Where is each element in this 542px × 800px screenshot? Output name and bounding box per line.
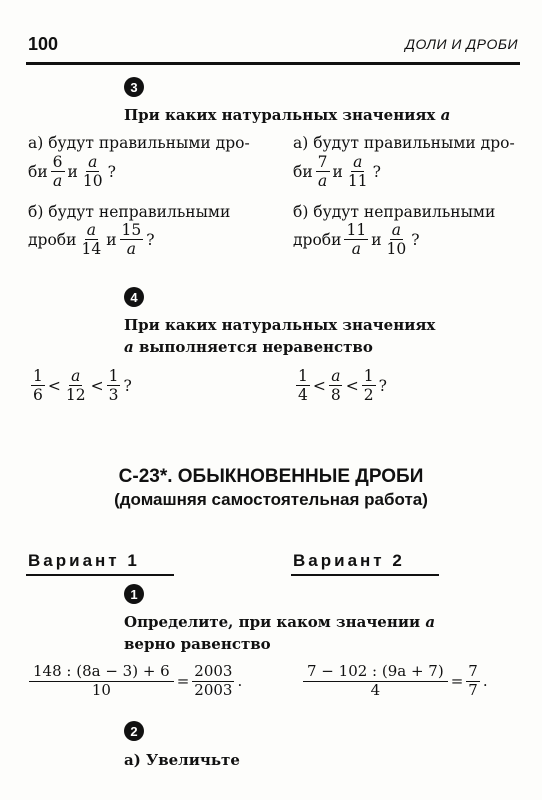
task-1-right-equation: $\frac{7 - 102 : (9a + 7)}{4}$ = $\frac{7}{7}$ . [300,664,488,699]
fraction: $\frac{1}{2}$ [363,367,374,405]
task-3-left-a-line2: би $\frac{6}{a}$ и $\frac{a}{10}$ ? [28,153,116,191]
fraction: $\frac{a}{14}$ [81,221,102,259]
header-rule [26,62,520,65]
fraction: $\frac{1}{3}$ [108,367,119,405]
task-1-question: Определите, при каком значении a верно равенство [124,613,436,653]
task-4-badge: 4 [124,287,144,307]
fraction: $\frac{a}{12}$ [65,367,86,405]
fraction: $\frac{1}{6}$ [33,367,43,405]
task-3-right-a-line1: а) будут правильными дро- [293,134,515,152]
fraction: $\frac{148 : (8a - 3) + 6}{10}$ [29,664,174,699]
fraction: $\frac{7}{a}$ [317,153,328,191]
fraction: $\frac{1}{4}$ [298,367,308,405]
fraction: $\frac{6}{a}$ [52,153,63,191]
task-4-right-inequality: $\frac{1}{4}$ < $\frac{a}{8}$ < $\frac{1}{2}$ ? [298,367,387,405]
fraction: $\frac{11}{a}$ [346,221,367,259]
section-title: С-23*. ОБЫКНОВЕННЫЕ ДРОБИ [118,466,424,487]
fraction: $\frac{2003}{2003}$ [194,662,233,699]
task-3-right-b-line1: б) будут неправильными [293,203,496,221]
fraction: $\frac{15}{a}$ [121,221,142,259]
task-3-right-b-line2: дроби $\frac{11}{a}$ и $\frac{a}{10}$ ? [293,221,420,259]
variant-2-label: Вариант 2 [293,551,405,570]
task-3-badge: 3 [124,77,144,97]
task-4-left-inequality: $\frac{1}{6}$ < $\frac{a}{12}$ < $\frac{1}{3}$ ? [33,367,132,405]
task-2-badge: 2 [124,721,144,741]
fraction: $\frac{7}{7}$ [468,662,478,699]
task-3-left-a-line1: а) будут правильными дро- [28,134,250,152]
variant-2-underline [291,574,439,576]
task-3-right-a-line2: би $\frac{7}{a}$ и $\frac{a}{11}$ ? [293,153,381,191]
task-4-question: При каких натуральных значениях a выполняется неравенство [124,316,436,356]
page-number: 100 [28,34,59,54]
fraction: $\frac{a}{10}$ [82,153,103,191]
variant-1-underline [26,574,174,576]
task-3-left-b-line1: б) будут неправильными [28,203,231,221]
variant-1-label: Вариант 1 [28,551,140,570]
fraction: $\frac{a}{11}$ [347,153,368,191]
task-3-left-b-line2: дроби $\frac{a}{14}$ и $\frac{15}{a}$ ? [28,221,155,259]
task-3-question: При каких натуральных значениях a [124,106,451,124]
task-1-badge: 1 [124,584,144,604]
task-1-left-equation: $\frac{148 : (8a - 3) + 6}{10}$ = $\frac{2003}{2003}$ . [26,664,242,699]
section-subtitle: (домашняя самостоятельная работа) [114,490,428,509]
fraction: $\frac{7 - 102 : (9a + 7)}{4}$ [303,664,448,699]
running-title: ДОЛИ И ДРОБИ [405,36,518,52]
fraction: $\frac{a}{10}$ [386,221,407,259]
fraction: $\frac{a}{8}$ [330,367,341,405]
task-2-line1: а) Увеличьте [124,751,240,769]
